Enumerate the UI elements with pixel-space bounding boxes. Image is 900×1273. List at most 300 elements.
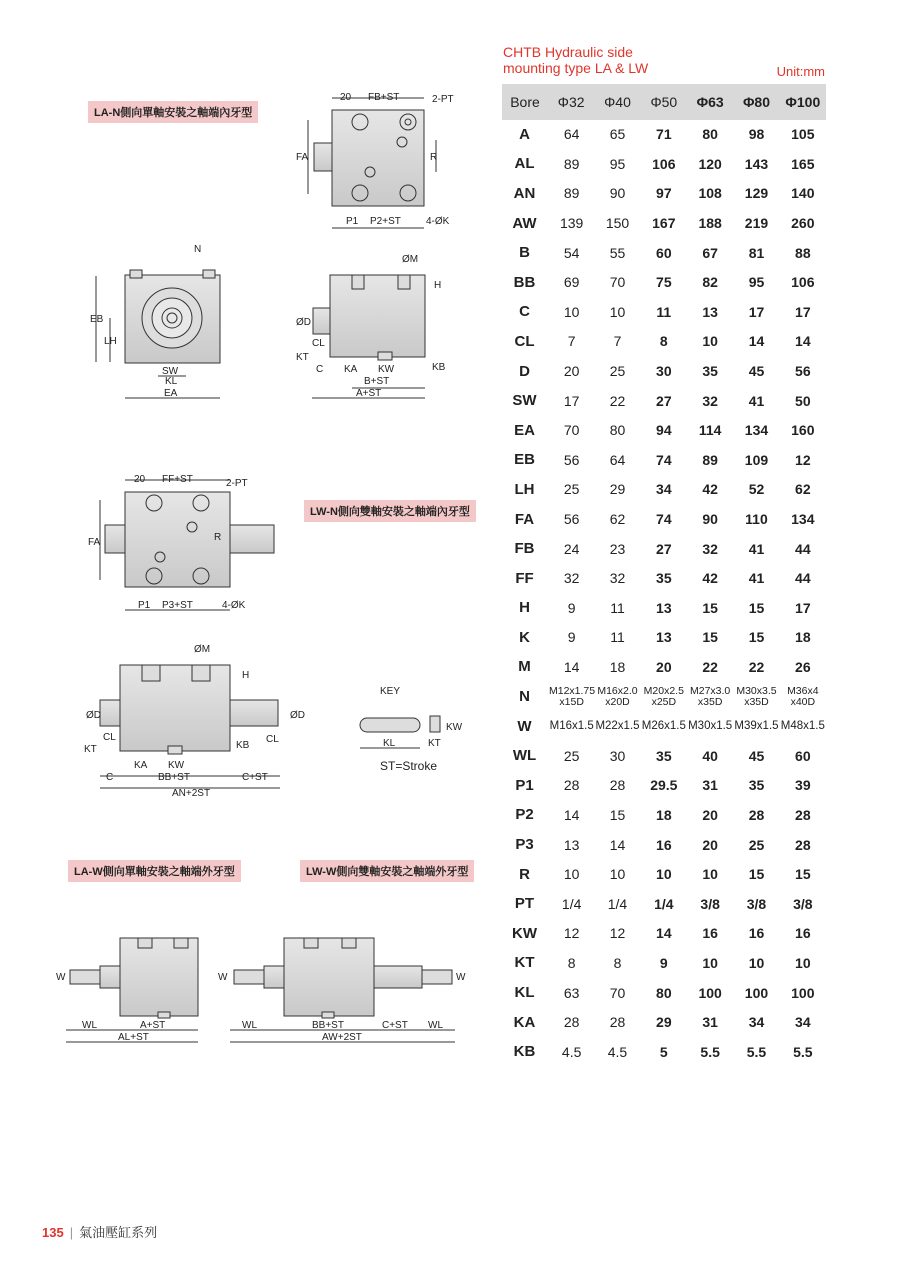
row-label: D: [502, 356, 548, 386]
row-label: P2: [502, 800, 548, 830]
table-cell: 80: [594, 415, 640, 445]
table-cell: 82: [687, 267, 733, 297]
table-cell: 52: [733, 475, 779, 505]
table-row: [502, 978, 826, 1008]
technical-drawings: [0, 0, 500, 1100]
table-row: [502, 267, 826, 297]
page-footer: 135 | 氣油壓缸系列: [42, 1225, 158, 1240]
table-cell: 27: [641, 386, 687, 416]
table-cell: 8: [548, 948, 594, 978]
table-cell: 1/4: [548, 889, 594, 919]
dim-kb-1: KB: [432, 362, 446, 373]
tag-lw-w: LW-W側向雙軸安裝之軸端外牙型: [300, 860, 474, 882]
table-cell: 41: [733, 563, 779, 593]
table-cell: 14: [780, 327, 826, 357]
table-cell: M16x1.5: [548, 711, 594, 741]
table-cell: 8: [641, 327, 687, 357]
dim-fb-st: FB+ST: [368, 92, 400, 103]
table-cell: 90: [687, 504, 733, 534]
dim-w-lww-a: W: [218, 972, 228, 983]
row-label: WL: [502, 741, 548, 771]
row-label: AN: [502, 179, 548, 209]
table-cell: 35: [733, 771, 779, 801]
table-cell: 63: [548, 978, 594, 1008]
dim-phid-1: ØD: [296, 317, 311, 328]
table-cell: 18: [641, 800, 687, 830]
table-cell: 54: [548, 238, 594, 268]
dim-kw-2: KW: [168, 760, 185, 771]
table-cell: 44: [780, 563, 826, 593]
dim-cl-2a: CL: [103, 732, 116, 743]
table-cell: 90: [594, 179, 640, 209]
row-label: KB: [502, 1037, 548, 1067]
table-cell: 3/8: [687, 889, 733, 919]
table-cell: 10: [641, 859, 687, 889]
table-cell: 106: [641, 149, 687, 179]
table-row: [502, 919, 826, 949]
table-row: [502, 1007, 826, 1037]
row-label: A: [502, 120, 548, 149]
table-cell: M16x2.0 x20D: [594, 682, 640, 712]
row-label: LH: [502, 475, 548, 505]
table-cell: 5.5: [780, 1037, 826, 1067]
dim-r-lw: R: [214, 532, 222, 543]
table-cell: 5.5: [733, 1037, 779, 1067]
table-cell: 62: [780, 475, 826, 505]
table-cell: 20: [641, 652, 687, 682]
table-cell: 100: [733, 978, 779, 1008]
table-cell: 100: [687, 978, 733, 1008]
table-cell: 42: [687, 475, 733, 505]
table-cell: 14: [548, 800, 594, 830]
table-cell: 35: [641, 563, 687, 593]
table-cell: 62: [594, 504, 640, 534]
series-name: 氣油壓缸系列: [79, 1225, 158, 1240]
table-cell: 10: [687, 859, 733, 889]
table-cell: 105: [780, 120, 826, 149]
table-cell: 56: [548, 504, 594, 534]
table-row: [502, 1037, 826, 1067]
table-cell: 89: [548, 179, 594, 209]
table-cell: 10: [780, 948, 826, 978]
row-label: EB: [502, 445, 548, 475]
key-label: KEY: [380, 686, 401, 697]
table-cell: 28: [594, 771, 640, 801]
table-row: [502, 297, 826, 327]
table-cell: 60: [780, 741, 826, 771]
table-row: [502, 830, 826, 860]
table-cell: 35: [687, 356, 733, 386]
table-cell: 10: [548, 859, 594, 889]
table-cell: 17: [733, 297, 779, 327]
row-label: KA: [502, 1007, 548, 1037]
table-cell: 34: [733, 1007, 779, 1037]
table-cell: 18: [780, 623, 826, 653]
dim-c-2a: C: [106, 772, 114, 783]
table-cell: 39: [780, 771, 826, 801]
table-cell: 32: [594, 563, 640, 593]
col-header: Φ100: [780, 84, 826, 120]
unit-label: Unit:mm: [776, 64, 825, 79]
table-cell: 22: [594, 386, 640, 416]
table-cell: 129: [733, 179, 779, 209]
table-row: [502, 741, 826, 771]
row-label: PT: [502, 889, 548, 919]
dim-h-1: H: [434, 280, 442, 291]
dim-c-1: C: [316, 364, 324, 375]
table-cell: 29.5: [641, 771, 687, 801]
table-cell: 40: [687, 741, 733, 771]
dim-c-st-2: C+ST: [242, 772, 268, 783]
table-cell: 32: [548, 563, 594, 593]
table-cell: 67: [687, 238, 733, 268]
dim-w-law: W: [56, 972, 66, 983]
col-header: Φ40: [594, 84, 640, 120]
table-cell: 64: [594, 445, 640, 475]
col-header: Φ50: [641, 84, 687, 120]
table-cell: 95: [733, 267, 779, 297]
dim-wl-lww-b: WL: [428, 1020, 443, 1031]
table-cell: M26x1.5: [641, 711, 687, 741]
table-cell: 28: [594, 1007, 640, 1037]
dim-b-st: B+ST: [364, 376, 390, 387]
table-cell: 15: [687, 623, 733, 653]
table-cell: 4.5: [548, 1037, 594, 1067]
table-cell: 140: [780, 179, 826, 209]
dim-eb: EB: [90, 314, 104, 325]
dim-ff-st: FF+ST: [162, 474, 193, 485]
table-cell: 14: [641, 919, 687, 949]
dim-w-lww-b: W: [456, 972, 466, 983]
row-label: P3: [502, 830, 548, 860]
table-cell: 120: [687, 149, 733, 179]
table-cell: 25: [594, 356, 640, 386]
table-cell: 16: [733, 919, 779, 949]
spec-title-line1: CHTB Hydraulic side: [503, 44, 633, 60]
table-cell: 10: [594, 297, 640, 327]
table-cell: 94: [641, 415, 687, 445]
table-cell: 28: [780, 830, 826, 860]
dim-2pt: 2-PT: [432, 94, 454, 105]
dim-lh: LH: [104, 336, 117, 347]
table-cell: 42: [687, 563, 733, 593]
table-cell: 1/4: [594, 889, 640, 919]
table-row: [502, 889, 826, 919]
table-cell: 65: [594, 120, 640, 149]
col-header: Φ80: [733, 84, 779, 120]
col-header-bore: Bore: [502, 84, 548, 120]
table-row: [502, 682, 826, 712]
table-row: [502, 623, 826, 653]
table-cell: 44: [780, 534, 826, 564]
table-cell: 45: [733, 741, 779, 771]
table-cell: 114: [687, 415, 733, 445]
table-cell: 167: [641, 208, 687, 238]
drawing-lw-n-side: [100, 665, 280, 788]
row-label: KL: [502, 978, 548, 1008]
table-cell: 106: [780, 267, 826, 297]
table-row: [502, 356, 826, 386]
table-cell: M39x1.5: [733, 711, 779, 741]
dim-sw: SW: [162, 366, 179, 377]
dim-phim-2: ØM: [194, 644, 211, 655]
table-cell: 98: [733, 120, 779, 149]
table-cell: 28: [548, 771, 594, 801]
table-cell: 16: [641, 830, 687, 860]
dim-4k: 4-ØK: [426, 216, 450, 227]
table-row: [502, 652, 826, 682]
table-cell: 31: [687, 1007, 733, 1037]
table-cell: 24: [548, 534, 594, 564]
table-cell: 74: [641, 504, 687, 534]
table-cell: 139: [548, 208, 594, 238]
table-cell: 10: [733, 948, 779, 978]
table-cell: 22: [733, 652, 779, 682]
dim-bb-st-2: BB+ST: [158, 772, 190, 783]
page-number: 135: [42, 1225, 64, 1240]
dim-ea: EA: [164, 388, 178, 399]
spec-title-line2: mounting type LA & LW: [503, 60, 649, 76]
table-cell: 74: [641, 445, 687, 475]
table-cell: M12x1.75 x15D: [548, 682, 594, 712]
table-cell: 4.5: [594, 1037, 640, 1067]
table-cell: 80: [641, 978, 687, 1008]
table-cell: M27x3.0 x35D: [687, 682, 733, 712]
table-cell: 11: [641, 297, 687, 327]
table-cell: M22x1.5: [594, 711, 640, 741]
table-cell: 31: [687, 771, 733, 801]
table-cell: M30x3.5 x35D: [733, 682, 779, 712]
table-cell: 18: [594, 652, 640, 682]
dim-kl-front: KL: [165, 376, 178, 387]
table-cell: 32: [687, 534, 733, 564]
dim-fa: FA: [296, 152, 309, 163]
table-cell: 88: [780, 238, 826, 268]
row-label: N: [502, 682, 548, 712]
table-cell: 109: [733, 445, 779, 475]
table-cell: 108: [687, 179, 733, 209]
table-cell: 15: [733, 623, 779, 653]
stroke-note: ST=Stroke: [380, 759, 438, 773]
dim-ka-2: KA: [134, 760, 148, 771]
dim-kt-1: KT: [296, 352, 309, 363]
drawing-la-n-top: [308, 98, 436, 228]
table-cell: 260: [780, 208, 826, 238]
table-cell: 56: [548, 445, 594, 475]
table-cell: 15: [733, 593, 779, 623]
table-cell: 14: [594, 830, 640, 860]
dim-4k-lw: 4-ØK: [222, 600, 246, 611]
table-cell: 50: [780, 386, 826, 416]
spec-header-row: [502, 84, 826, 120]
tag-la-n: LA-N側向單軸安裝之軸端內牙型: [88, 101, 258, 123]
table-cell: 17: [780, 593, 826, 623]
table-cell: 70: [594, 978, 640, 1008]
table-cell: 14: [548, 652, 594, 682]
table-cell: 143: [733, 149, 779, 179]
table-row: [502, 208, 826, 238]
dim-bb-st-lww: BB+ST: [312, 1020, 344, 1031]
dim-aw-2st: AW+2ST: [322, 1032, 362, 1043]
table-cell: 89: [548, 149, 594, 179]
table-cell: 32: [687, 386, 733, 416]
table-row: [502, 593, 826, 623]
table-row: [502, 445, 826, 475]
row-label: K: [502, 623, 548, 653]
table-cell: 35: [641, 741, 687, 771]
row-label: KT: [502, 948, 548, 978]
table-cell: M30x1.5: [687, 711, 733, 741]
table-cell: 69: [548, 267, 594, 297]
table-cell: 25: [548, 475, 594, 505]
dim-wl-law: WL: [82, 1020, 97, 1031]
table-cell: 17: [780, 297, 826, 327]
table-cell: 26: [780, 652, 826, 682]
table-cell: 34: [641, 475, 687, 505]
dim-kw-1: KW: [378, 364, 395, 375]
table-row: [502, 771, 826, 801]
col-header: Φ32: [548, 84, 594, 120]
table-cell: 10: [548, 297, 594, 327]
table-cell: 12: [548, 919, 594, 949]
table-cell: 56: [780, 356, 826, 386]
table-cell: 89: [687, 445, 733, 475]
dim-a-st: A+ST: [356, 388, 382, 399]
row-label: SW: [502, 386, 548, 416]
row-label: B: [502, 238, 548, 268]
tag-la-w: LA-W側向單軸安裝之軸端外牙型: [68, 860, 241, 882]
table-cell: 12: [780, 445, 826, 475]
dim-fa-lw: FA: [88, 537, 101, 548]
table-cell: 188: [687, 208, 733, 238]
table-cell: 13: [687, 297, 733, 327]
table-row: [502, 238, 826, 268]
dim-p3-st: P3+ST: [162, 600, 193, 611]
table-cell: 16: [687, 919, 733, 949]
table-cell: 20: [548, 356, 594, 386]
table-cell: 29: [594, 475, 640, 505]
table-row: [502, 504, 826, 534]
table-cell: 60: [641, 238, 687, 268]
table-row: [502, 800, 826, 830]
row-label: FB: [502, 534, 548, 564]
row-label: KW: [502, 919, 548, 949]
table-cell: 25: [548, 741, 594, 771]
table-row: [502, 475, 826, 505]
table-cell: 134: [733, 415, 779, 445]
row-label: FF: [502, 563, 548, 593]
table-cell: 70: [594, 267, 640, 297]
col-header: Φ63: [687, 84, 733, 120]
table-row: [502, 149, 826, 179]
dim-a-st-law: A+ST: [140, 1020, 166, 1031]
table-row: [502, 563, 826, 593]
table-cell: M36x4 x40D: [780, 682, 826, 712]
table-cell: 28: [548, 1007, 594, 1037]
row-label: EA: [502, 415, 548, 445]
table-cell: 1/4: [641, 889, 687, 919]
table-cell: 13: [641, 623, 687, 653]
dim-kt-2: KT: [84, 744, 97, 755]
table-cell: 110: [733, 504, 779, 534]
table-cell: 3/8: [780, 889, 826, 919]
dim-cl-2b: CL: [266, 734, 279, 745]
table-cell: 9: [548, 593, 594, 623]
dim-ka-1: KA: [344, 364, 358, 375]
table-cell: 27: [641, 534, 687, 564]
table-cell: 20: [687, 800, 733, 830]
row-label: AW: [502, 208, 548, 238]
dim-wl-lww-a: WL: [242, 1020, 257, 1031]
table-cell: 30: [594, 741, 640, 771]
table-cell: 64: [548, 120, 594, 149]
table-cell: 71: [641, 120, 687, 149]
table-cell: 25: [733, 830, 779, 860]
table-cell: 8: [594, 948, 640, 978]
dim-c-st-lww: C+ST: [382, 1020, 408, 1031]
dim-p2-st: P2+ST: [370, 216, 401, 227]
table-cell: 80: [687, 120, 733, 149]
dim-an-2st: AN+2ST: [172, 788, 211, 799]
dim-h-2: H: [242, 670, 250, 681]
table-cell: 28: [780, 800, 826, 830]
table-row: [502, 386, 826, 416]
table-cell: 219: [733, 208, 779, 238]
table-cell: 15: [687, 593, 733, 623]
dim-kl-key: KL: [383, 738, 396, 749]
dim-2pt-lw: 2-PT: [226, 478, 248, 489]
table-cell: 10: [687, 327, 733, 357]
table-row: [502, 179, 826, 209]
table-row: [502, 415, 826, 445]
table-cell: 16: [780, 919, 826, 949]
table-cell: 30: [641, 356, 687, 386]
table-cell: 81: [733, 238, 779, 268]
tag-lw-n: LW-N側向雙軸安裝之軸端內牙型: [304, 500, 476, 522]
spec-body: [502, 120, 826, 1067]
table-row: [502, 711, 826, 741]
table-cell: 9: [641, 948, 687, 978]
row-label: R: [502, 859, 548, 889]
table-cell: 12: [594, 919, 640, 949]
row-label: CL: [502, 327, 548, 357]
row-label: FA: [502, 504, 548, 534]
row-label: AL: [502, 149, 548, 179]
table-row: [502, 120, 826, 149]
dim-20: 20: [340, 92, 352, 103]
table-cell: 97: [641, 179, 687, 209]
dim-kb-2: KB: [236, 740, 250, 751]
table-cell: 10: [594, 859, 640, 889]
table-cell: 5.5: [687, 1037, 733, 1067]
drawing-la-n-front: [96, 270, 220, 398]
table-cell: 70: [548, 415, 594, 445]
table-cell: 11: [594, 593, 640, 623]
table-cell: 150: [594, 208, 640, 238]
table-cell: 134: [780, 504, 826, 534]
table-cell: 45: [733, 356, 779, 386]
table-cell: 7: [594, 327, 640, 357]
table-cell: M48x1.5: [780, 711, 826, 741]
dim-n: N: [194, 244, 202, 255]
table-cell: 9: [548, 623, 594, 653]
dim-p1: P1: [346, 216, 359, 227]
table-cell: 15: [780, 859, 826, 889]
table-cell: 100: [780, 978, 826, 1008]
table-row: [502, 948, 826, 978]
table-cell: 15: [733, 859, 779, 889]
row-label: P1: [502, 771, 548, 801]
